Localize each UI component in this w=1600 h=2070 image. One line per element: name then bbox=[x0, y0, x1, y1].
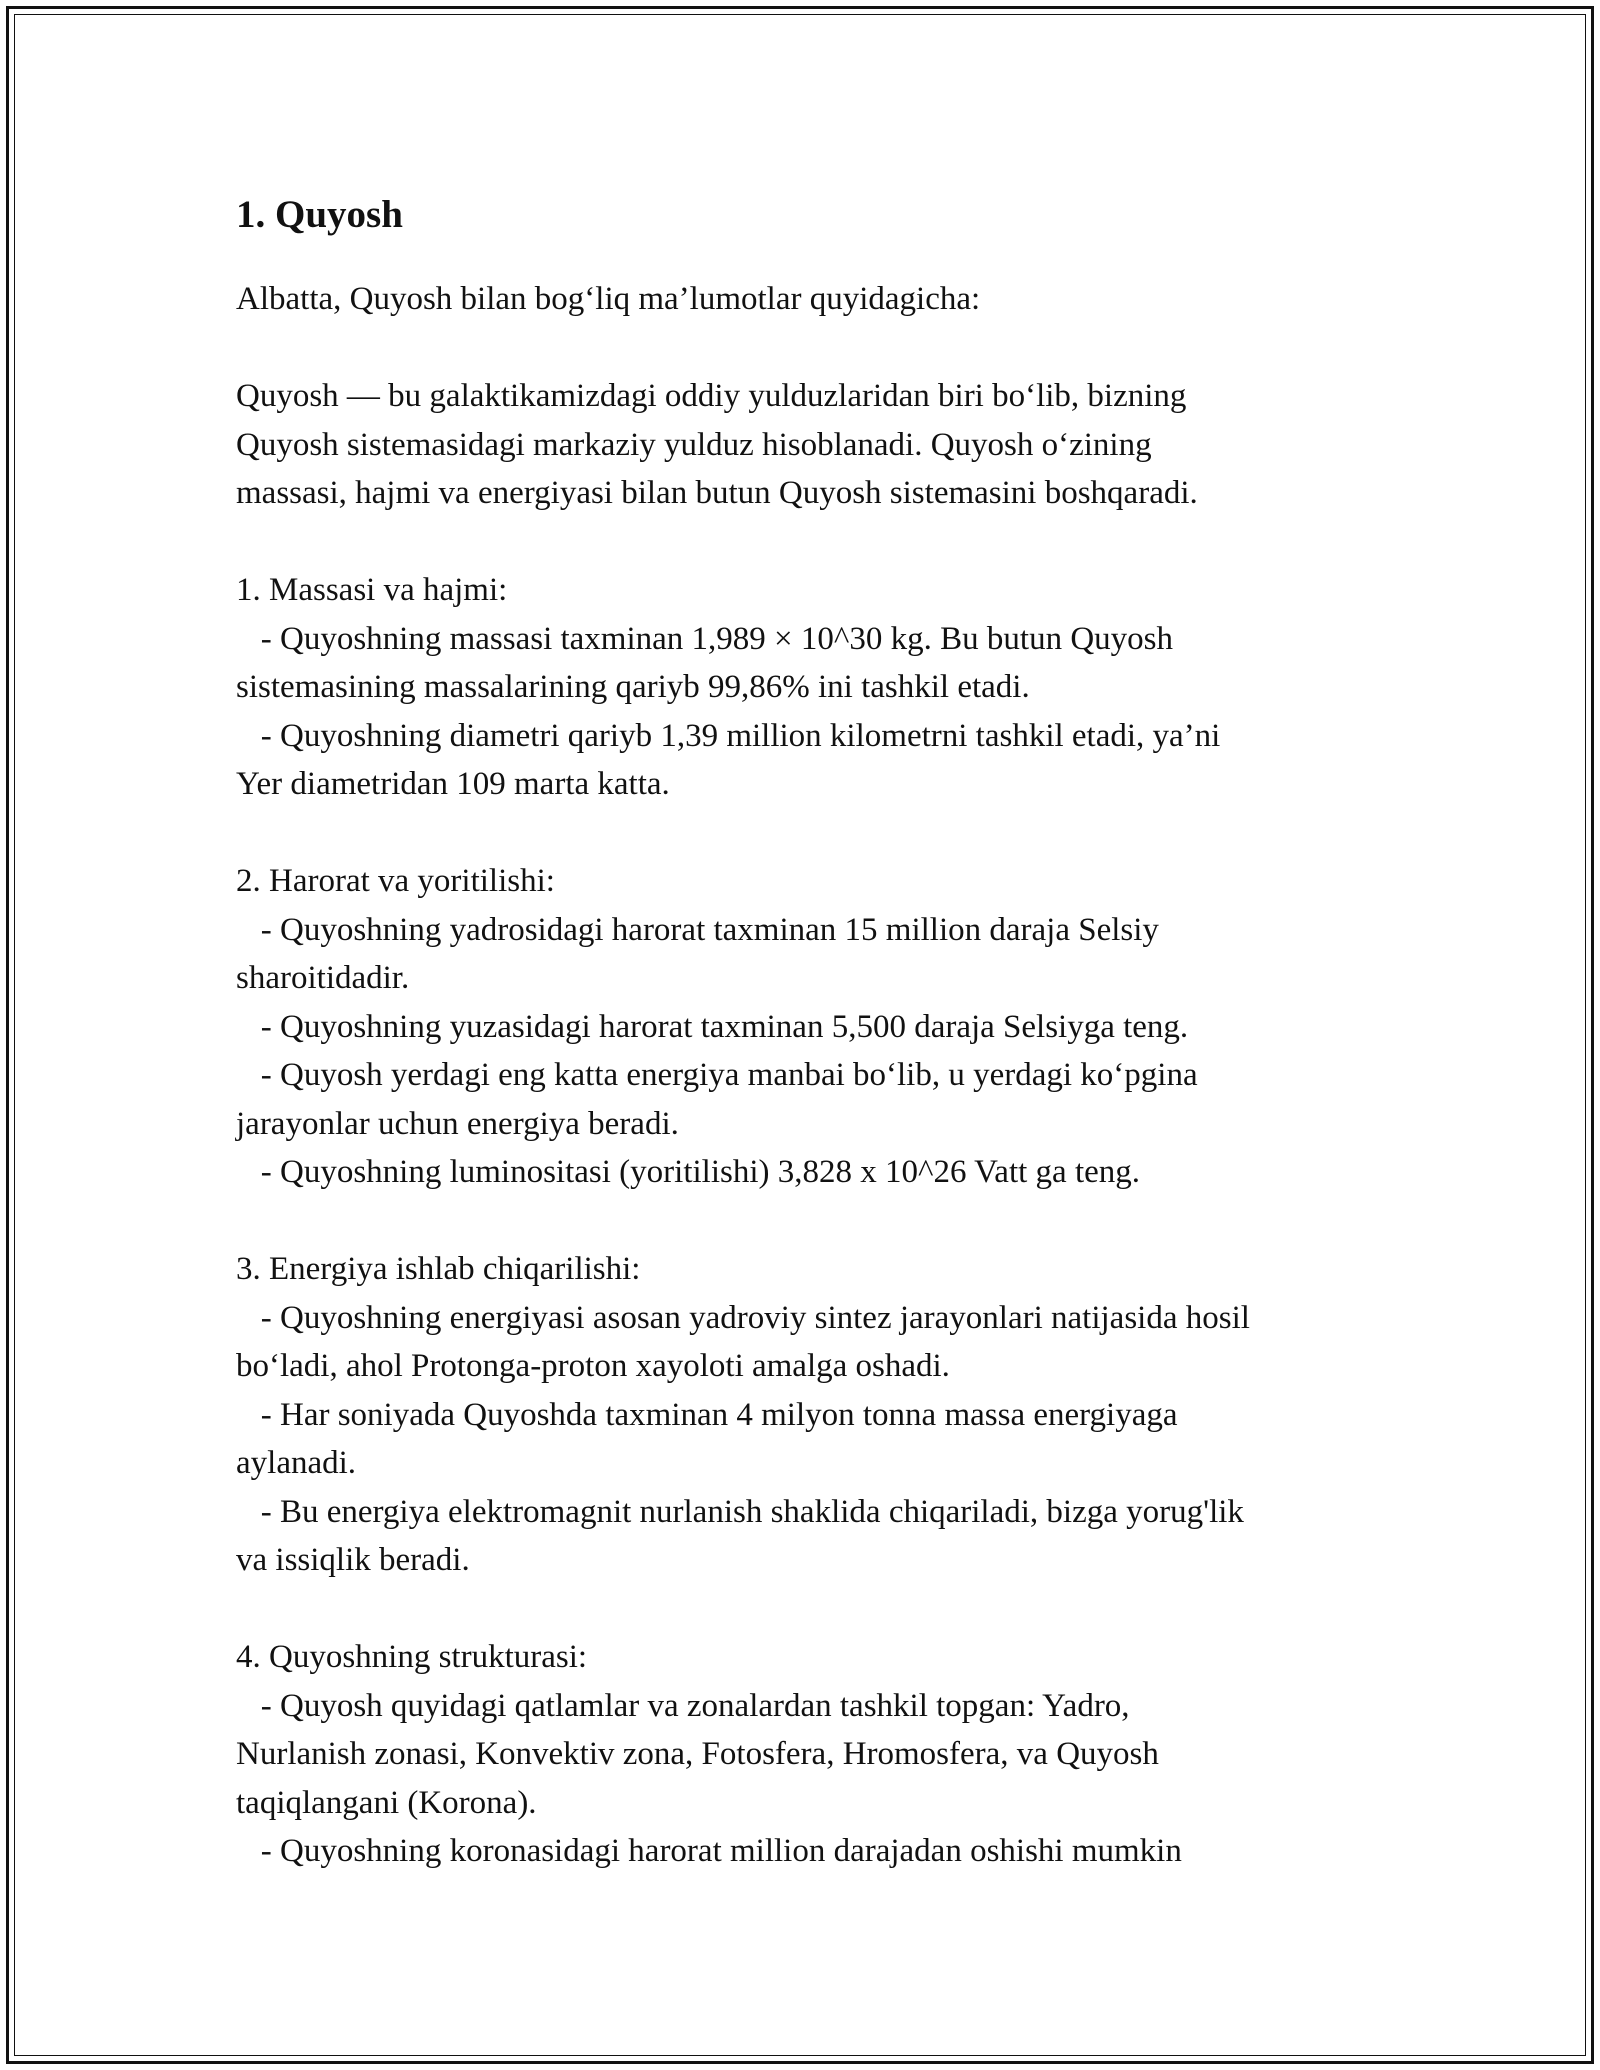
section-line: - Quyoshning energiyasi asosan yadroviy sintez jarayonlari natijasida hosil bbox=[236, 1299, 1250, 1336]
section-heading: 2. Harorat va yoritilishi: bbox=[236, 863, 555, 899]
spacer bbox=[236, 518, 1386, 567]
section-line: - Quyoshning yuzasidagi harorat taxminan 5,500 daraja Selsiyga teng. bbox=[236, 1008, 1189, 1045]
section-line: - Quyoshning diametri qariyb 1,39 million kilometrni tashkil etadi, ya’ni bbox=[236, 717, 1221, 754]
section-line: - Quyosh yerdagi eng katta energiya manbai bo‘lib, u yerdagi ko‘pgina bbox=[236, 1057, 1198, 1093]
section-heading: 1. Massasi va hajmi: bbox=[236, 572, 508, 608]
section-line: - Quyoshning massasi taxminan 1,989 × 10^30 kg. Bu butun Quyosh bbox=[236, 620, 1173, 657]
section-line: - Quyoshning luminositasi (yoritilishi) 3,828 x 10^26 Vatt ga teng. bbox=[236, 1154, 1141, 1190]
spacer bbox=[236, 1197, 1386, 1246]
section-line: Yer diametridan 109 marta katta. bbox=[236, 766, 670, 802]
section-line: va issiqlik beradi. bbox=[236, 1542, 470, 1578]
spacer bbox=[236, 1585, 1386, 1634]
section-line: - Quyoshning yadrosidagi harorat taxminan 15 million daraja Selsiy bbox=[236, 911, 1159, 948]
section-line: - Bu energiya elektromagnit nurlanish shaklida chiqariladi, bizga yorug'lik bbox=[236, 1493, 1244, 1530]
section-line: sharoitidadir. bbox=[236, 960, 410, 996]
section-line: - Har soniyada Quyoshda taxminan 4 milyon tonna massa energiyaga bbox=[236, 1396, 1178, 1433]
section-structure bbox=[236, 1633, 1386, 1876]
section-line: jarayonlar uchun energiya beradi. bbox=[236, 1105, 679, 1142]
section-line: - Quyosh quyidagi qatlamlar va zonalardan tashkil topgan: Yadro, bbox=[236, 1687, 1130, 1724]
page-title: 1. Quyosh bbox=[236, 193, 403, 236]
section-line: - Quyoshning koronasidagi harorat million darajadan oshishi mumkin bbox=[236, 1833, 1182, 1869]
section-heading: 4. Quyoshning strukturasi: bbox=[236, 1639, 588, 1675]
section-line: taqiqlangani (Korona). bbox=[236, 1784, 537, 1821]
section-mass bbox=[236, 566, 1386, 809]
section-energy bbox=[236, 1245, 1386, 1585]
paragraph-line: Quyosh sistemasidagi markaziy yulduz hisoblanadi. Quyosh o‘zining bbox=[236, 426, 1152, 463]
spacer bbox=[236, 809, 1386, 858]
intro-text: Albatta, Quyosh bilan bog‘liq ma’lumotlar quyidagicha: bbox=[236, 281, 981, 317]
section-temperature bbox=[236, 857, 1386, 1197]
spacer bbox=[236, 324, 1386, 373]
section-line: Nurlanish zonasi, Konvektiv zona, Fotosfera, Hromosfera, va Quyosh bbox=[236, 1736, 1159, 1772]
paragraph-line: Quyosh — bu galaktikamizdagi oddiy yulduzlaridan biri bo‘lib, bizning bbox=[236, 378, 1187, 414]
paragraph-line: massasi, hajmi va energiyasi bilan butun Quyosh sistemasini boshqaradi. bbox=[236, 475, 1198, 511]
section-line: aylanadi. bbox=[236, 1445, 357, 1481]
document-body bbox=[236, 185, 1386, 1876]
section-line: bo‘ladi, ahol Protonga-proton xayoloti amalga oshadi. bbox=[236, 1348, 950, 1384]
section-line: sistemasining massalarining qariyb 99,86% ini tashkil etadi. bbox=[236, 669, 1030, 705]
section-heading: 3. Energiya ishlab chiqarilishi: bbox=[236, 1251, 641, 1287]
